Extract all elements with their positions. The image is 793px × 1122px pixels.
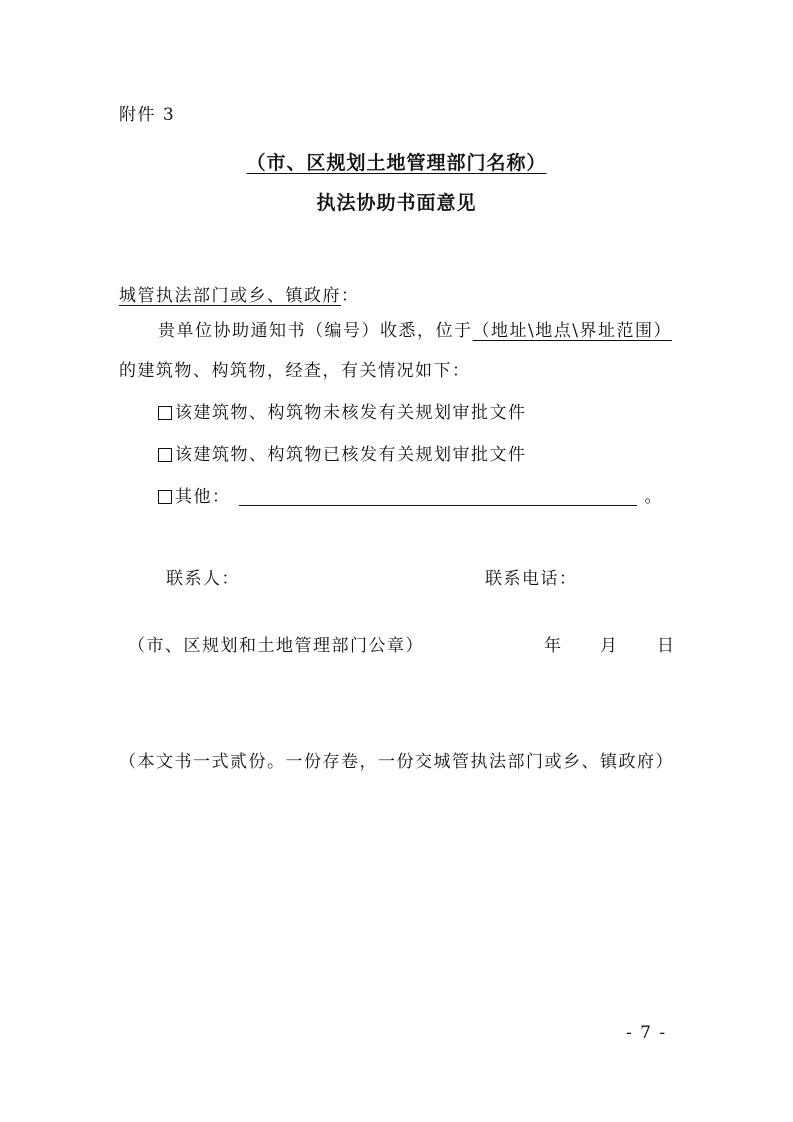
checkbox-icon[interactable]	[158, 490, 172, 504]
contact-person-label: 联系人：	[166, 569, 240, 589]
document-title-org	[0, 148, 793, 175]
body-paragraph-1: 贵单位协助通知书（编号）收悉，位于（地址\地点\界址范围）	[158, 321, 672, 341]
option-other[interactable]: 其他： 。	[158, 486, 663, 508]
contact-phone-label: 联系电话：	[485, 569, 578, 589]
date-day: 日	[657, 636, 676, 656]
seal-label: （市、区规划和土地管理部门公章）	[128, 636, 424, 656]
date-month: 月	[600, 636, 619, 656]
address-placeholder: （地址\地点\界址范围）	[472, 321, 672, 341]
other-blank-field[interactable]	[239, 487, 637, 506]
attachment-label: 附件 3	[119, 105, 176, 125]
recipient-name: 城管执法部门或乡、镇政府	[119, 286, 341, 306]
checkbox-icon[interactable]	[158, 406, 172, 420]
page-number: - 7 -	[626, 1023, 667, 1043]
copies-note: （本文书一式贰份。一份存卷，一份交城管执法部门或乡、镇政府）	[119, 752, 674, 772]
option-approved[interactable]: 该建筑物、构筑物已核发有关规划审批文件	[158, 444, 527, 466]
option-not-approved[interactable]: 该建筑物、构筑物未核发有关规划审批文件	[158, 402, 527, 424]
recipient: 城管执法部门或乡、镇政府：	[119, 286, 360, 306]
body-paragraph-1-cont: 的建筑物、构筑物，经查，有关情况如下：	[119, 361, 471, 381]
org-name-placeholder: （市、区规划土地管理部门名称）	[246, 152, 547, 174]
date-year: 年	[544, 636, 563, 656]
document-title: 执法协助书面意见	[316, 192, 477, 214]
checkbox-icon[interactable]	[158, 448, 172, 462]
